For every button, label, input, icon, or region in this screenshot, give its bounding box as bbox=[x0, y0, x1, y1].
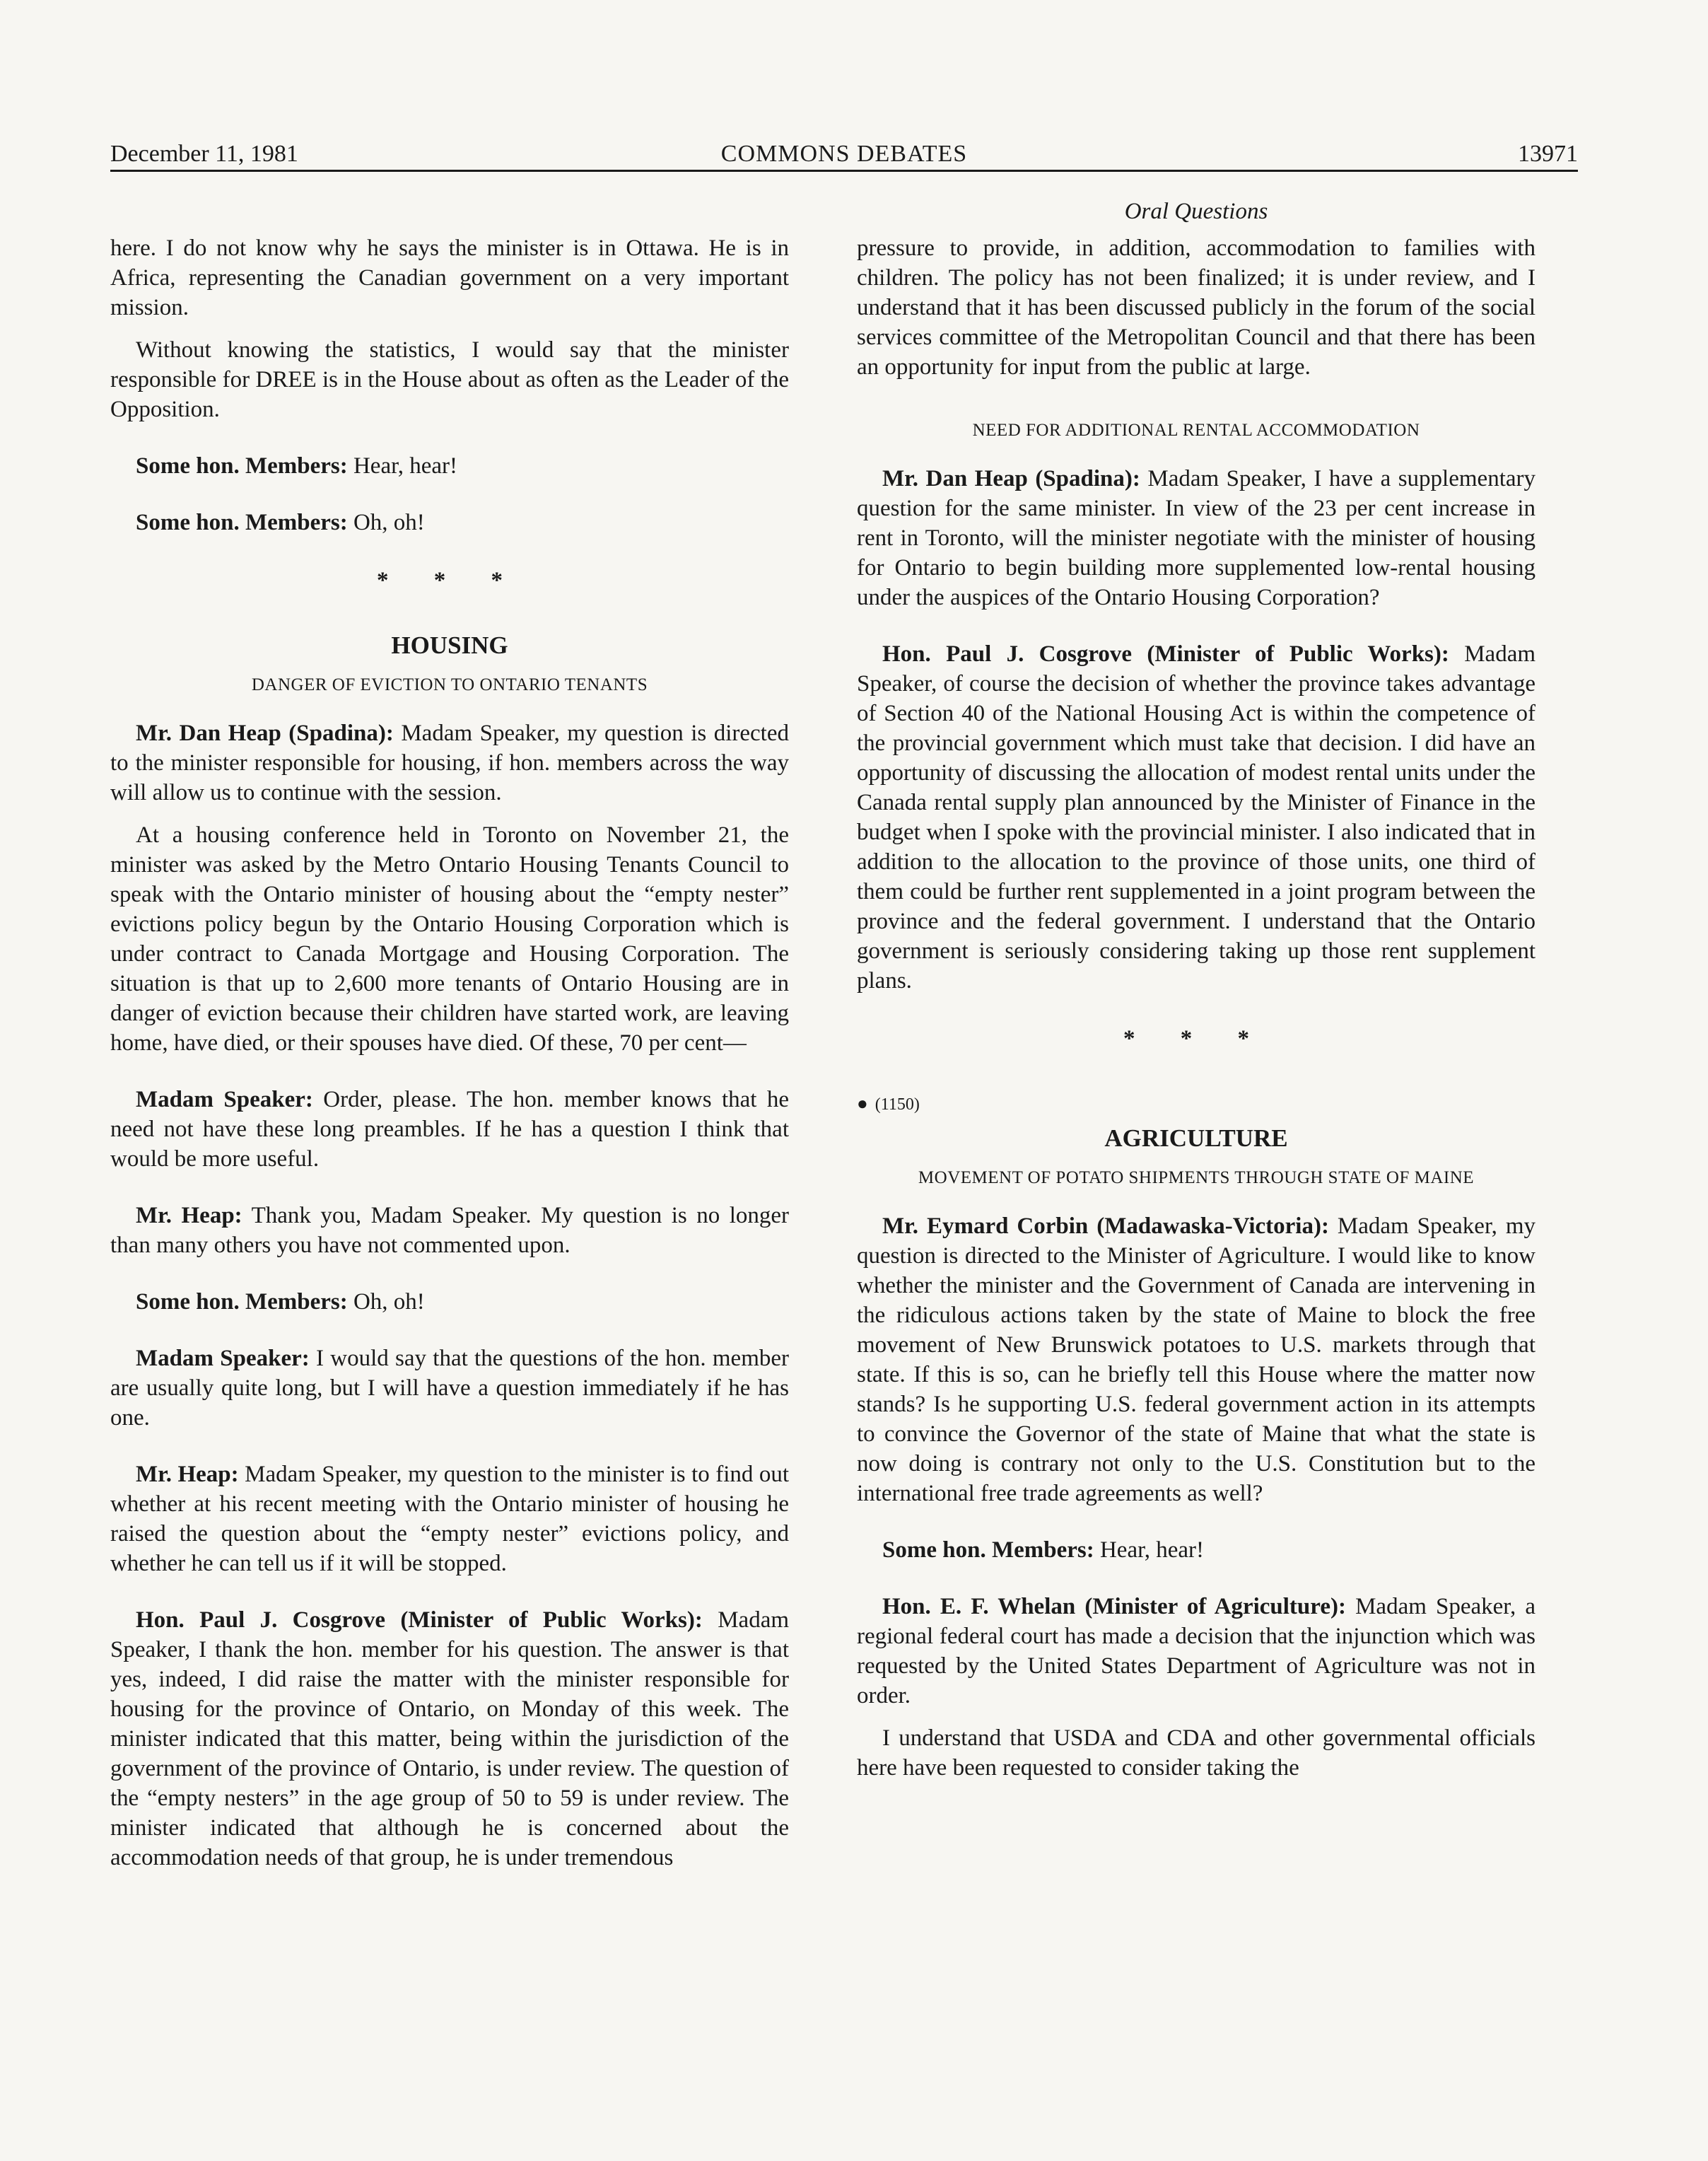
speaker-name: Some hon. Members: bbox=[882, 1537, 1094, 1563]
time-marker-text: (1150) bbox=[875, 1095, 920, 1114]
speech bbox=[857, 639, 1536, 996]
header-date: December 11, 1981 bbox=[110, 141, 298, 167]
publication-title: COMMONS DEBATES bbox=[720, 141, 968, 167]
paragraph: pressure to provide, in addition, accommodation to families with children. The policy has not been finalized; it is under review, and I understand that it has been discussed publicly in the forum of the social services committee of the Metropolitan Council and that there has been an opportunity for input from the public at large. bbox=[857, 235, 1536, 380]
sub-title: DANGER OF EVICTION TO ONTARIO TENANTS bbox=[251, 675, 648, 694]
speech bbox=[110, 1287, 789, 1317]
speech-text: Hear, hear! bbox=[1099, 1537, 1205, 1563]
sub-title: MOVEMENT OF POTATO SHIPMENTS THROUGH STATE OF MAINE bbox=[918, 1168, 1475, 1187]
speaker-name: Hon. Paul J. Cosgrove (Minister of Public Works): bbox=[136, 1607, 703, 1633]
speech-text: Madam Speaker, of course the decision of whether the province takes advantage of Section 40 of the National Housing Act is within the competence of the provincial government which must take that decision. I did have an opportunity of discussing the allocation of modest rental units under the Canada rental supply plan announced by the Minister of Finance in the budget when I spoke with the provincial minister. I also indicated that in addition to the allocation to the province of those units, one third of them could be further rent supplemented in a joint program between the province and the federal government. I understand that the Ontario government is seriously considering taking up those rent supplement plans. bbox=[857, 641, 1536, 994]
running-head: Oral Questions bbox=[1124, 199, 1268, 224]
speaker-name: Mr. Heap: bbox=[136, 1203, 242, 1228]
speech bbox=[110, 1201, 789, 1260]
speaker-name: Some hon. Members: bbox=[136, 510, 348, 535]
speech bbox=[857, 1211, 1536, 1508]
paragraph: I understand that USDA and CDA and other governmental officials here have been requested to consider taking the bbox=[857, 1725, 1536, 1781]
speech bbox=[110, 1085, 789, 1174]
speech-text: Oh, oh! bbox=[353, 1289, 425, 1315]
speech-text: Madam Speaker, I have a supplementary question for the same minister. In view of the 23 per cent increase in rent in Toronto, will the minister negotiate with the minister of housing for Ontario to begin building more supplemented low-rental housing under the auspices of the Ontario Housing Corporation? bbox=[857, 466, 1536, 610]
speech-text: Thank you, Madam Speaker. My question is no longer than many others you have not commented upon. bbox=[110, 1203, 789, 1258]
speech-text: Madam Speaker, my question is directed to the minister responsible for housing, if hon. members across the way will allow us to continue with the session. bbox=[110, 721, 789, 805]
speaker-name: Madam Speaker: bbox=[136, 1087, 313, 1112]
paragraph: At a housing conference held in Toronto on November 21, the minister was asked by the Metro Ontario Housing Tenants Council to speak with the Ontario minister of housing about the “empty nester” evictions policy begun by the Ontario Housing Corporation which is under contract to Canada Mortgage and Housing Corporation. The situation is that up to 2,600 more tenants of Ontario Housing are in danger of eviction because their children have started work, are leaving home, have died, or their spouses have died. Of these, 70 per cent— bbox=[110, 822, 789, 1056]
left-column bbox=[110, 233, 789, 1885]
speech bbox=[857, 1535, 1536, 1565]
speaker-name: Mr. Heap: bbox=[136, 1462, 239, 1487]
speech bbox=[110, 1344, 789, 1433]
speech bbox=[110, 1605, 789, 1872]
speech bbox=[857, 1592, 1536, 1711]
paragraph: here. I do not know why he says the minister is in Ottawa. He is in Africa, representing the Canadian government on a very important mission. bbox=[110, 235, 789, 320]
section-separator: * * * bbox=[1123, 1026, 1269, 1052]
speech-text: Hear, hear! bbox=[353, 453, 458, 479]
speech bbox=[857, 464, 1536, 612]
speaker-name: Mr. Dan Heap (Spadina): bbox=[136, 721, 394, 746]
speech-text: Madam Speaker, I thank the hon. member for his question. The answer is that yes, indeed, I did raise the matter with the minister responsible for housing for the province of Ontario, on Monday of this week. The minister indicated that this matter, being within the jurisdiction of the government of the province of Ontario, is under review. The question of the “empty nesters” in the age group of 50 to 59 is under review. The minister indicated that although he is concerned about the accommodation needs of that group, he is under tremendous bbox=[110, 1607, 790, 1870]
speaker-name: Madam Speaker: bbox=[136, 1346, 310, 1371]
sub-title: NEED FOR ADDITIONAL RENTAL ACCOMMODATION bbox=[972, 421, 1420, 440]
speaker-name: Mr. Eymard Corbin (Madawaska-Victoria): bbox=[882, 1213, 1329, 1239]
page-header bbox=[110, 139, 1578, 172]
speech bbox=[110, 1460, 789, 1578]
speech-text: Madam Speaker, my question is directed to the Minister of Agriculture. I would like to know whether the minister and the Government of Canada are intervening in the ridiculous actions taken by the state of Maine to block the free movement of New Brunswick potatoes to U.S. markets through that state. If this is so, can he briefly tell this House where the matter now stands? Is he supporting U.S. federal government action in its attempts to convince the Governor of the state of Maine that what the state is now doing is contrary not only to the U.S. Constitution but to the international free trade agreements as well? bbox=[857, 1213, 1536, 1506]
speech-text: Order, please. The hon. member knows that he need not have these long preambles. If he has a question I think that would be more useful. bbox=[110, 1087, 789, 1172]
section-separator: * * * bbox=[377, 568, 522, 593]
section-title: AGRICULTURE bbox=[1104, 1124, 1288, 1152]
paragraph: Without knowing the statistics, I would say that the minister responsible for DREE is in the House about as often as the Leader of the Opposition. bbox=[110, 337, 789, 422]
speech-text: Madam Speaker, a regional federal court has made a decision that the injunction which was requested by the United States Department of Agriculture was not in order. bbox=[857, 1594, 1536, 1708]
speaker-name: Hon. E. F. Whelan (Minister of Agriculture): bbox=[882, 1594, 1346, 1619]
speaker-name: Some hon. Members: bbox=[136, 453, 348, 479]
page-number: 13971 bbox=[1518, 141, 1578, 167]
bullet-icon: ● bbox=[857, 1093, 868, 1114]
speech bbox=[110, 451, 789, 481]
right-column bbox=[857, 233, 1536, 1795]
speech bbox=[110, 718, 789, 808]
section-title: HOUSING bbox=[391, 631, 508, 659]
speech bbox=[110, 508, 789, 537]
speech-text: Oh, oh! bbox=[353, 510, 425, 535]
speaker-name: Some hon. Members: bbox=[136, 1289, 348, 1315]
speaker-name: Hon. Paul J. Cosgrove (Minister of Public Works): bbox=[882, 641, 1449, 667]
speaker-name: Mr. Dan Heap (Spadina): bbox=[882, 466, 1140, 491]
speech-text: I would say that the questions of the hon. member are usually quite long, but I will have a question immediately if he has one. bbox=[110, 1346, 790, 1431]
speech-text: Madam Speaker, my question to the minister is to find out whether at his recent meeting with the Ontario minister of housing he raised the question about the “empty nester” evictions policy, and whether he can tell us if it will be stopped. bbox=[110, 1462, 790, 1576]
time-marker bbox=[857, 1089, 1536, 1119]
